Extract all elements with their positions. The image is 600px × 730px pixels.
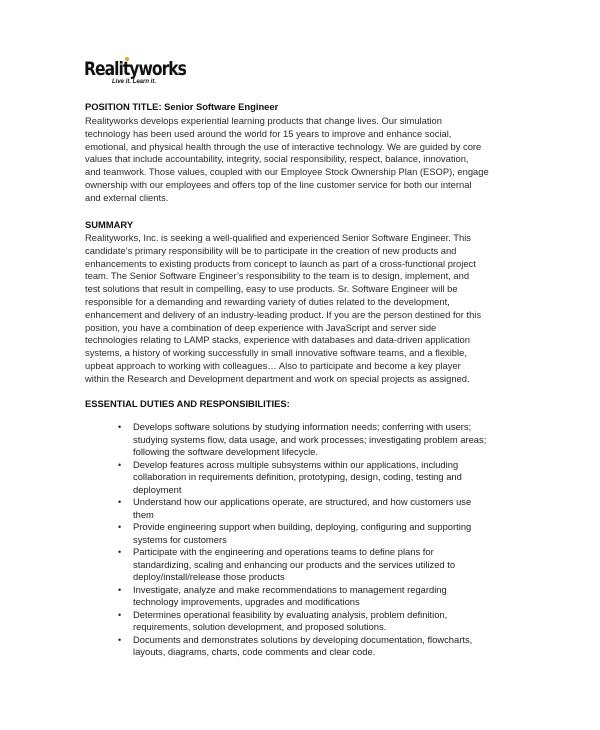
duties-list (118, 421, 486, 659)
text-line: emotional, and physical health through the use of interactive technology. We are guided by core (85, 140, 482, 152)
duty-list-item (118, 496, 486, 521)
duty-text-line: systems for customers (133, 533, 227, 545)
duty-text-line: Develop features across multiple subsystems within our applications, including (133, 458, 459, 470)
duty-list-item (118, 609, 486, 634)
text-line: ownership with our employees and offers top of the line customer service for both our internal (85, 178, 472, 190)
text-line: enhancements to existing products from concept to launch as part of a cross-functional project (85, 257, 476, 269)
duty-text-line: standardizing, scaling and enhancing our products and the services utilized to (133, 558, 456, 570)
duty-text-line: layouts, diagrams, charts, code comments and clear code. (133, 646, 376, 657)
text-line: enhancement and delivery of an industry-leading product. If you are the person destined for this (85, 308, 482, 320)
text-line: upbeat approach to working with colleagues… Also to participate and become a key player (85, 359, 461, 371)
duty-text-line: collaboration in requirements definition, prototyping, design, coding, testing and (133, 471, 462, 482)
duty-text-line: Understand how our applications operate, are structured, and how customers use (133, 496, 472, 507)
duty-text-line: deploy/install/release those products (133, 571, 285, 582)
duty-list-item (118, 584, 486, 609)
text-line: technology has been used around the world for 15 years to improve and enhance social, (85, 127, 452, 139)
text-line: Realityworks develops experiential learning products that change lives. Our simulation (85, 115, 442, 126)
text-line: position, you have a combination of deep experience with JavaScript and server side (85, 321, 437, 333)
duty-text-line: studying systems flow, data usage, and work processes; investigating problem areas; (133, 433, 487, 445)
logo-tagline: Live it. Learn it. (112, 79, 157, 85)
logo-wordmark: Realityworks (84, 58, 186, 80)
bullet-icon: • (118, 422, 122, 432)
text-line: responsible for a demanding and rewarding variety of duties related to the development, (85, 295, 450, 307)
duty-text-line: deployment (133, 483, 182, 495)
bullet-icon: • (118, 497, 122, 507)
intro-paragraph (85, 115, 489, 205)
duty-text-line: Determines operational feasibility by evaluating analysis, problem definition, (133, 608, 448, 620)
duty-text-line: Provide engineering support when building, deploying, configuring and supporting (133, 521, 472, 532)
text-line: within the Research and Development department and work on special projects as assigned. (85, 372, 470, 384)
duty-text-line: Investigate, analyze and make recommendations to management regarding (133, 583, 447, 595)
duty-text-line: Documents and demonstrates solutions by developing documentation, flowcharts, (133, 633, 473, 645)
duty-list-item (118, 521, 486, 546)
summary-paragraph (85, 232, 481, 386)
duty-text-line: Participate with the engineering and operations teams to define plans for (133, 546, 434, 557)
text-line: test solutions that result in compelling, easy to use products. Sr. Software Engineer will be (85, 283, 458, 295)
position-title: POSITION TITLE: Senior Software Engineer (85, 101, 279, 112)
bullet-icon: • (118, 547, 122, 557)
duty-list-item (118, 459, 486, 497)
bullet-icon: • (118, 584, 122, 595)
realityworks-logo (84, 58, 184, 92)
text-line: and teamwork. Those values, coupled with our Employee Stock Ownership Plan (ESOP), engage (85, 166, 489, 178)
duty-text-line: following the software development lifecycle. (133, 446, 318, 457)
bullet-icon: • (118, 609, 122, 620)
duties-heading: ESSENTIAL DUTIES AND RESPONSIBILITIES: (85, 398, 290, 409)
duty-text-line: Develops software solutions by studying information needs; conferring with users; (133, 421, 472, 432)
text-line: team. The Senior Software Engineer’s responsibility to the team is to design, implement, and (85, 270, 470, 282)
bullet-icon: • (118, 459, 122, 470)
text-line: and external clients. (85, 191, 169, 203)
summary-heading: SUMMARY (85, 219, 134, 230)
bullet-icon: • (118, 522, 122, 532)
duty-list-item (118, 634, 486, 659)
text-line: values that include accountability, integrity, social responsibility, respect, balance, innovation, (85, 153, 469, 165)
duty-text-line: requirements, solution development, and proposed solutions. (133, 621, 387, 632)
duty-text-line: them (133, 508, 154, 520)
text-line: candidate’s primary responsibility will be to participate in the creation of new products and (85, 244, 457, 256)
text-line: systems, a history of working successfully in small innovative software teams, and a flexible, (85, 347, 467, 359)
bullet-icon: • (118, 634, 122, 645)
duty-list-item (118, 546, 486, 584)
duty-text-line: technology improvements, upgrades and modifications (133, 596, 360, 607)
text-line: Realityworks, Inc. is seeking a well-qualified and experienced Senior Software Engineer. This (85, 232, 471, 243)
duty-list-item (118, 421, 486, 459)
text-line: technologies relating to LAMP stacks, experience with databases and data-driven application (85, 334, 470, 346)
